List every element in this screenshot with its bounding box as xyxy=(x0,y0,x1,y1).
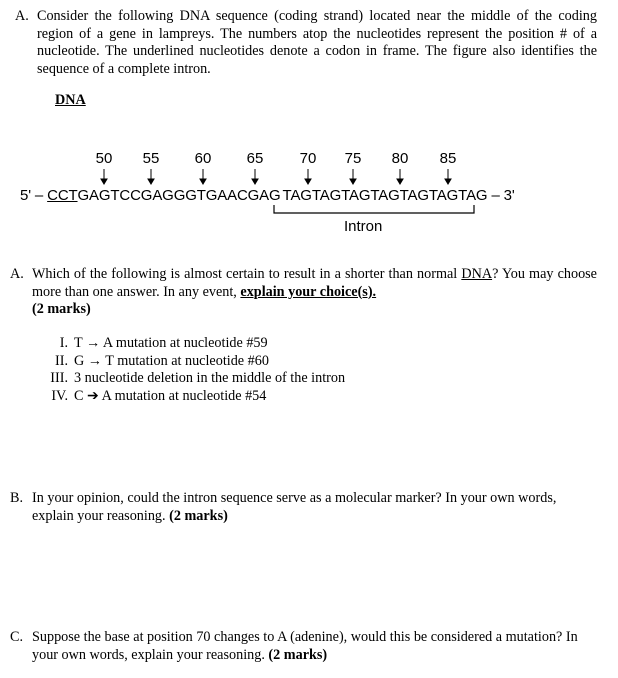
option-item: II. G → T mutation at nucleotide #60 xyxy=(55,352,269,369)
position-label: 55 xyxy=(142,150,160,167)
position-label: 70 xyxy=(299,150,317,167)
position-label: 80 xyxy=(391,150,409,167)
down-arrow-icon xyxy=(252,169,258,184)
down-arrow-icon xyxy=(445,169,451,184)
seq-intron: TAGTAGTAGTAGTAGTAGTAG xyxy=(282,187,488,204)
position-label: 75 xyxy=(344,150,362,167)
intron-label: Intron xyxy=(344,218,383,235)
question-b-text: In your opinion, could the intron sequence serve as a molecular marker? In your own words, explain your reasoning. (2 marks) xyxy=(32,490,557,524)
question-a-text: Which of the following is almost certain to result in a shorter than normal DNA? You may choose more than one answer. In any event, explain your choice(s). xyxy=(32,266,597,300)
dna-sequence xyxy=(20,187,515,204)
down-arrow-icon xyxy=(305,169,311,184)
down-arrow-icon xyxy=(101,169,107,184)
seq-prefix: 5' – xyxy=(20,187,48,204)
down-arrow-icon xyxy=(200,169,206,184)
down-arrow-icon xyxy=(397,169,403,184)
position-label: 60 xyxy=(194,150,212,167)
option-item: I. T → A mutation at nucleotide #59 xyxy=(59,335,268,351)
position-label: 65 xyxy=(246,150,264,167)
intron-bracket xyxy=(0,203,618,217)
position-label: 50 xyxy=(95,150,113,167)
down-arrow-icon xyxy=(148,169,154,184)
codon-underlined: CCT xyxy=(47,187,78,204)
figure-title: DNA xyxy=(55,92,86,108)
question-c-text: Suppose the base at position 70 changes to A (adenine), would this be considered a mutation? In your own words, explain your reasoning. (2 marks) xyxy=(32,629,578,663)
intro-text: Consider the following DNA sequence (coding strand) located near the middle of the coding region of a gene in lampreys. The numbers atop the nucleotides represent the position # of a nucleotide. The underlined nucleotides denote a codon in frame. The figure also identifies the sequence of a complete intron. xyxy=(37,8,597,77)
question-a-label: A. xyxy=(10,266,24,282)
option-item: IV. C ➔ A mutation at nucleotide #54 xyxy=(51,387,267,404)
question-c-label: C. xyxy=(10,629,24,645)
seq-suffix: – 3' xyxy=(487,187,515,204)
option-item: III. 3 nucleotide deletion in the middle of the intron xyxy=(50,370,346,386)
question-a-marks: (2 marks) xyxy=(32,301,91,317)
question-b-label: B. xyxy=(10,490,24,506)
position-label: 85 xyxy=(439,150,457,167)
intro-label: A. xyxy=(15,8,29,24)
seq-exon: GAGTCCGAGGGTGAACGAG xyxy=(77,187,281,204)
down-arrow-icon xyxy=(350,169,356,184)
